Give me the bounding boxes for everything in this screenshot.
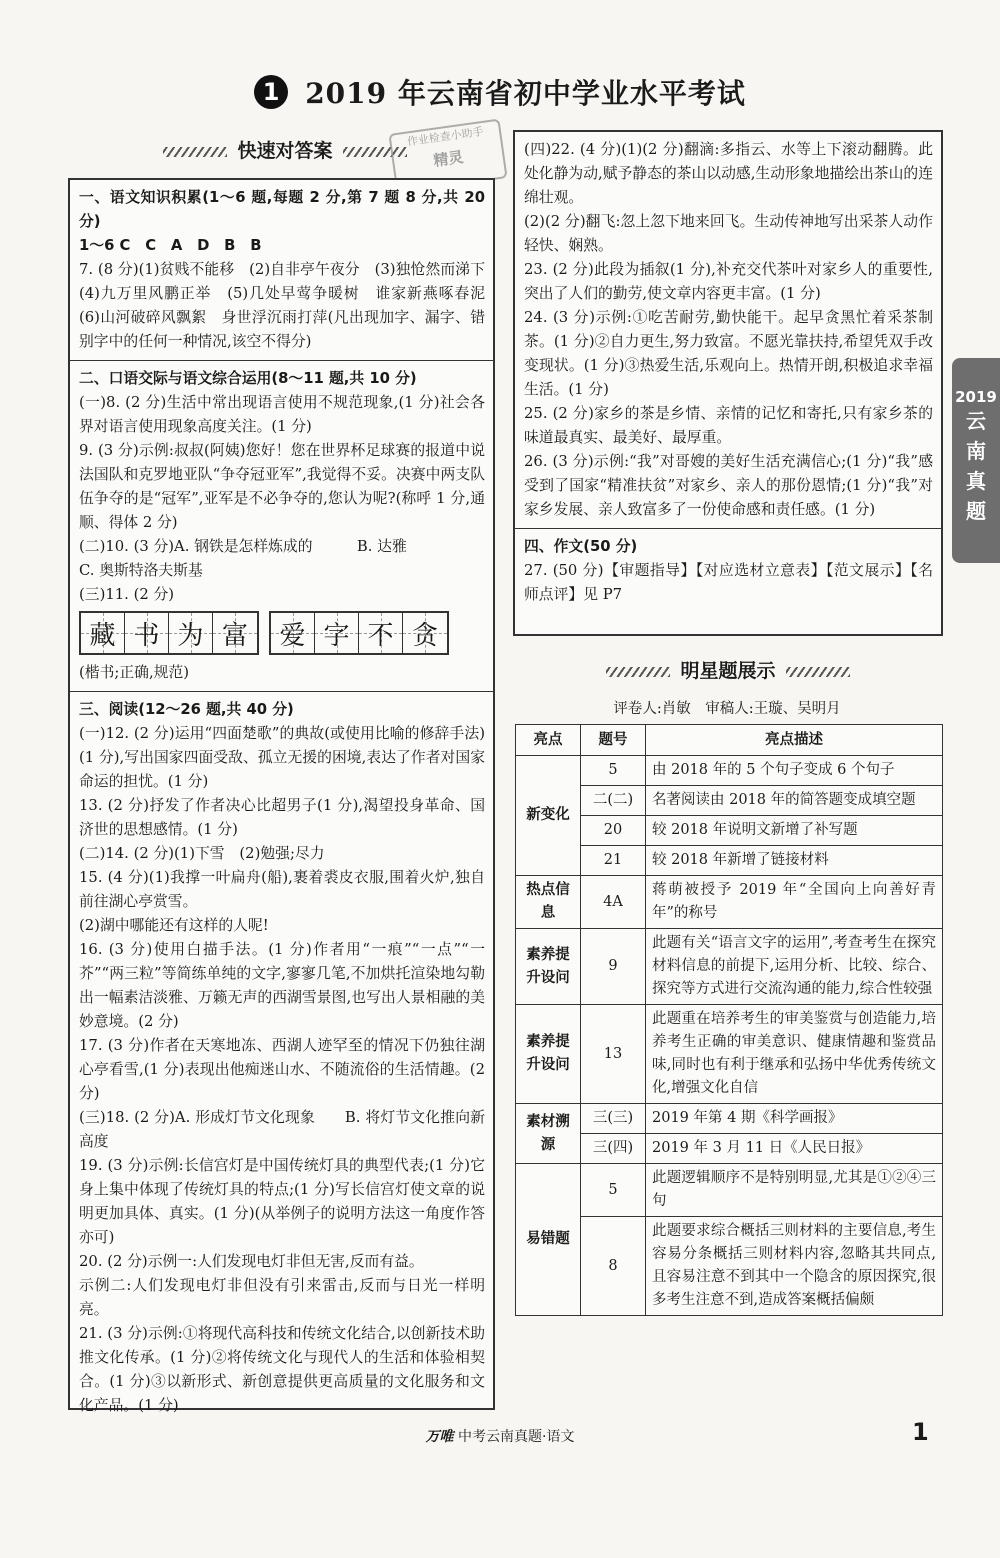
row-desc: 2019 年 3 月 11 日《人民日报》 <box>646 1134 943 1164</box>
row-desc: 2019 年第 4 期《科学画报》 <box>646 1104 943 1134</box>
row-desc: 此题重在培养考生的审美鉴赏与创造能力,培养考生正确的审美意识、健康情趣和鉴赏品味,同时也有利于继承和弘扬中华优秀传统文化,增强文化自信 <box>646 1005 943 1104</box>
answer-15: 15. (4 分)(1)我撑一叶扁舟(船),裹着裘皮衣服,围着火炉,独自前往湖心亭赏雪。 <box>79 869 485 910</box>
table-row <box>516 1217 943 1316</box>
row-number: 20 <box>581 816 646 846</box>
row-number: 8 <box>581 1217 646 1316</box>
row-desc: 名著阅读由 2018 年的简答题变成填空题 <box>646 786 943 816</box>
row-number: 4A <box>581 876 646 929</box>
answer-21: 21. (3 分)示例:①将现代高科技和传统文化结合,以创新技术助推文化传承。(1 分)②将传统文化与现代人的生活和体验相契合。(1 分)③以新形式、新创意提供更高质量的文化服务和文化产品。(1 分) <box>79 1325 485 1414</box>
section-4-heading: 四、作文(50 分) <box>524 538 638 555</box>
side-tab-char: 云 <box>966 409 986 433</box>
table-header: 题号 <box>581 725 646 756</box>
answer-25: 25. (2 分)家乡的茶是乡情、亲情的记忆和寄托,只有家乡茶的味道最真实、最美好、最厚重。 <box>524 405 933 446</box>
table-row <box>516 1104 943 1134</box>
answer-10: (二)10. (3 分)A. 钢铁是怎样炼成的 B. 达雅 <box>79 538 407 555</box>
answer-23: 23. (2 分)此段为插叙(1 分),补充交代茶叶对家乡人的重要性,突出了人们的勤劳,使文章内容更丰富。(1 分) <box>524 261 933 302</box>
row-desc: 较 2018 年新增了链接材料 <box>646 846 943 876</box>
row-desc: 此题要求综合概括三则材料的主要信息,考生容易分条概括三则材料内容,忽略其共同点,且容易注意不到其中一个隐含的原因探究,很多考生注意不到,造成答案概括偏颇 <box>646 1217 943 1316</box>
page-footer <box>0 1426 1000 1446</box>
side-tab-char: 南 <box>966 439 986 463</box>
answer-7: 7. (8 分)(1)贫贱不能移 (2)自非亭午夜分 (3)独怆然而涕下 (4)九万里风鹏正举 (5)几处早莺争暖树 谁家新燕啄春泥 (6)山河破碎风飘絮 身世浮沉雨打萍(凡出现加字、漏字、错别字中的任何一种情况,该空不得分) <box>79 261 500 350</box>
section-star-heading: 明星题展示 <box>513 656 943 683</box>
calligraphy-grid-2 <box>269 611 449 655</box>
row-desc: 由 2018 年的 5 个句子变成 6 个句子 <box>646 756 943 786</box>
answer-13: 13. (2 分)抒发了作者决心比超男子(1 分),渴望投身革命、国济世的思想感情。(1 分) <box>79 797 485 838</box>
answer-14: (二)14. (2 分)(1)下雪 (2)勉强;尽力 <box>79 845 325 862</box>
row-number: 5 <box>581 1164 646 1217</box>
left-answer-box <box>68 178 500 1414</box>
answer-15-b: (2)湖中哪能还有这样的人呢! <box>79 917 269 934</box>
side-tab-char: 题 <box>966 499 986 523</box>
answer-26: 26. (3 分)示例:“我”对哥嫂的美好生活充满信心;(1 分)“我”感受到了国家“精准扶贫”对家乡、亲人的那份恩情;(1 分)“我”对家乡发展、亲人致富多了一份使命感和责任感。(1 分) <box>524 453 933 518</box>
row-label: 易错题 <box>516 1164 581 1316</box>
answer-18: (三)18. (2 分)A. 形成灯节文化现象 B. 将灯节文化推向新高度 <box>79 1109 485 1150</box>
footer-text: 中考云南真题·语文 <box>458 1429 575 1445</box>
answer-16: 16. (3 分)使用白描手法。(1 分)作者用“一痕”“一点”“一芥”“两三粒”等简练单纯的文字,寥寥几笔,不加烘托渲染地勾勒出一幅素洁淡雅、万籁无声的西湖雪景图,也写出人景相融的美妙意境。(2 分) <box>79 941 485 1030</box>
calligraphy-cell: 贪 <box>403 613 447 653</box>
footer-brand: 万唯 <box>425 1429 454 1445</box>
row-number: 二(二) <box>581 786 646 816</box>
title-number-badge: 1 <box>254 75 288 109</box>
page-title <box>0 72 1000 112</box>
row-desc: 较 2018 年说明文新增了补写题 <box>646 816 943 846</box>
side-year-tab <box>952 358 1000 563</box>
answer-24: 24. (3 分)示例:①吃苦耐劳,勤快能干。起早贪黑忙着采茶制茶。(1 分)②自力更生,努力致富。不愿光靠扶持,希望凭双手改变现状。(1 分)③热爱生活,乐观向上。热情开朗,积极追求幸福生活。(1 分) <box>524 309 933 398</box>
calligraphy-cell: 藏 <box>81 613 125 653</box>
answer-12: (一)12. (2 分)运用“四面楚歌”的典故(或使用比喻的修辞手法)(1 分),写出国家四面受敌、孤立无援的困境,表达了作者对国家命运的担忧。(1 分) <box>79 725 485 790</box>
table-header: 亮点描述 <box>646 725 943 756</box>
table-row <box>516 929 943 1005</box>
row-number: 三(三) <box>581 1104 646 1134</box>
row-number: 三(四) <box>581 1134 646 1164</box>
calligraphy-cell: 富 <box>213 613 257 653</box>
row-number: 21 <box>581 846 646 876</box>
calligraphy-cell: 书 <box>125 613 169 653</box>
row-label: 新变化 <box>516 756 581 876</box>
section-4 <box>515 529 941 613</box>
stripe-decoration <box>163 147 227 157</box>
section-2-heading: 二、口语交际与语文综合运用(8～11 题,共 10 分) <box>79 370 417 387</box>
row-label: 素养提升设问 <box>516 929 581 1005</box>
row-label: 素材溯源 <box>516 1104 581 1164</box>
answer-10-c: C. 奥斯特洛夫斯基 <box>79 562 203 579</box>
calligraphy-grid-1 <box>79 611 259 655</box>
table-row <box>516 876 943 929</box>
calligraphy-cell: 为 <box>169 613 213 653</box>
answer-8: (一)8. (2 分)生活中常出现语言使用不规范现象,(1 分)社会各界对语言使用现象高度关注。(1 分) <box>79 394 485 435</box>
table-row <box>516 786 943 816</box>
answer-22-b: (2)(2 分)翻飞:忽上忽下地来回飞。生动传神地写出采茶人动作轻快、娴熟。 <box>524 213 933 254</box>
answer-11: (三)11. (2 分) <box>79 586 175 603</box>
section-2 <box>70 361 493 692</box>
table-row <box>516 756 943 786</box>
section-1 <box>70 180 500 361</box>
side-tab-year: 2019 <box>955 388 997 406</box>
section-answers-heading: 快速对答案 <box>70 136 500 163</box>
table-row <box>516 1005 943 1104</box>
calligraphy-grids <box>79 611 485 655</box>
row-number: 13 <box>581 1005 646 1104</box>
section-3-continued <box>515 132 941 529</box>
answer-20: 20. (2 分)示例一:人们发现电灯非但无害,反而有益。 <box>79 1253 424 1270</box>
answer-22: (四)22. (4 分)(1)(2 分)翻滴:多指云、水等上下滚动翻腾。此处化静为动,赋予静态的茶山以动感,生动形象地描绘出茶山的连绵壮观。 <box>524 141 933 206</box>
table-header: 亮点 <box>516 725 581 756</box>
answer-19: 19. (3 分)示例:长信宫灯是中国传统灯具的典型代表;(1 分)它身上集中体现了传统灯具的特点;(1 分)写长信宫灯使文章的说明更加具体、真实。(1 分)(从举例子的说明方法这一角度作答亦可) <box>79 1157 485 1246</box>
reviewers-line: 评卷人:肖敏 审稿人:王璇、吴明月 <box>613 701 841 717</box>
answer-17: 17. (3 分)作者在天寒地冻、西湖人迹罕至的情况下仍独往湖心亭看雪,(1 分)表现出他痴迷山水、不随流俗的生活情趣。(2 分) <box>79 1037 485 1102</box>
answer-1-6: 1～6 C C A D B B <box>79 237 262 254</box>
table-row <box>516 846 943 876</box>
calligraphy-cell: 字 <box>315 613 359 653</box>
calligraphy-cell: 不 <box>359 613 403 653</box>
row-number: 5 <box>581 756 646 786</box>
page-number: 1 <box>912 1418 929 1446</box>
answer-9: 9. (3 分)示例:叔叔(阿姨)您好！您在世界杯足球赛的报道中说法国队和克罗地亚队“争夺冠亚军”,我觉得不妥。决赛中两支队伍争夺的是“冠军”,亚军是不必争夺的,您认为呢?(称呼 1 分,通顺、得体 2 分) <box>79 442 485 531</box>
section-3 <box>70 692 493 1424</box>
stripe-decoration <box>606 667 670 677</box>
title-text: 2019 年云南省初中学业水平考试 <box>305 77 746 110</box>
row-desc: 蒋萌被授予 2019 年“全国向上向善好青年”的称号 <box>646 876 943 929</box>
star-question-table <box>515 724 943 1316</box>
table-header-row <box>516 725 943 756</box>
row-desc: 此题有关“语言文字的运用”,考查考生在探究材料信息的前提下,运用分析、比较、综合、探究等方式进行交流沟通的能力,综合性较强 <box>646 929 943 1005</box>
answer-20-b: 示例二:人们发现电灯非但没有引来雷击,反而与日光一样明亮。 <box>79 1277 485 1318</box>
table-row <box>516 816 943 846</box>
section-3-heading: 三、阅读(12～26 题,共 40 分) <box>79 701 294 718</box>
answer-11-note: (楷书;正确,规范) <box>79 664 190 681</box>
calligraphy-cell: 爱 <box>271 613 315 653</box>
stripe-decoration <box>786 667 850 677</box>
row-label: 素养提升设问 <box>516 1005 581 1104</box>
table-row <box>516 1164 943 1217</box>
table-row <box>516 1134 943 1164</box>
answer-27: 27. (50 分)【审题指导】【对应选材立意表】【范文展示】【名师点评】见 P7 <box>524 562 933 603</box>
section-1-heading: 一、语文知识积累(1～6 题,每题 2 分,第 7 题 8 分,共 20 分) <box>79 189 485 230</box>
row-number: 9 <box>581 929 646 1005</box>
row-desc: 此题逻辑顺序不是特别明显,尤其是①②④三句 <box>646 1164 943 1217</box>
helper-stamp: 作业检查小助手 精灵 <box>388 118 507 193</box>
right-answer-box <box>513 130 943 636</box>
side-tab-char: 真 <box>966 469 986 493</box>
row-label: 热点信息 <box>516 876 581 929</box>
